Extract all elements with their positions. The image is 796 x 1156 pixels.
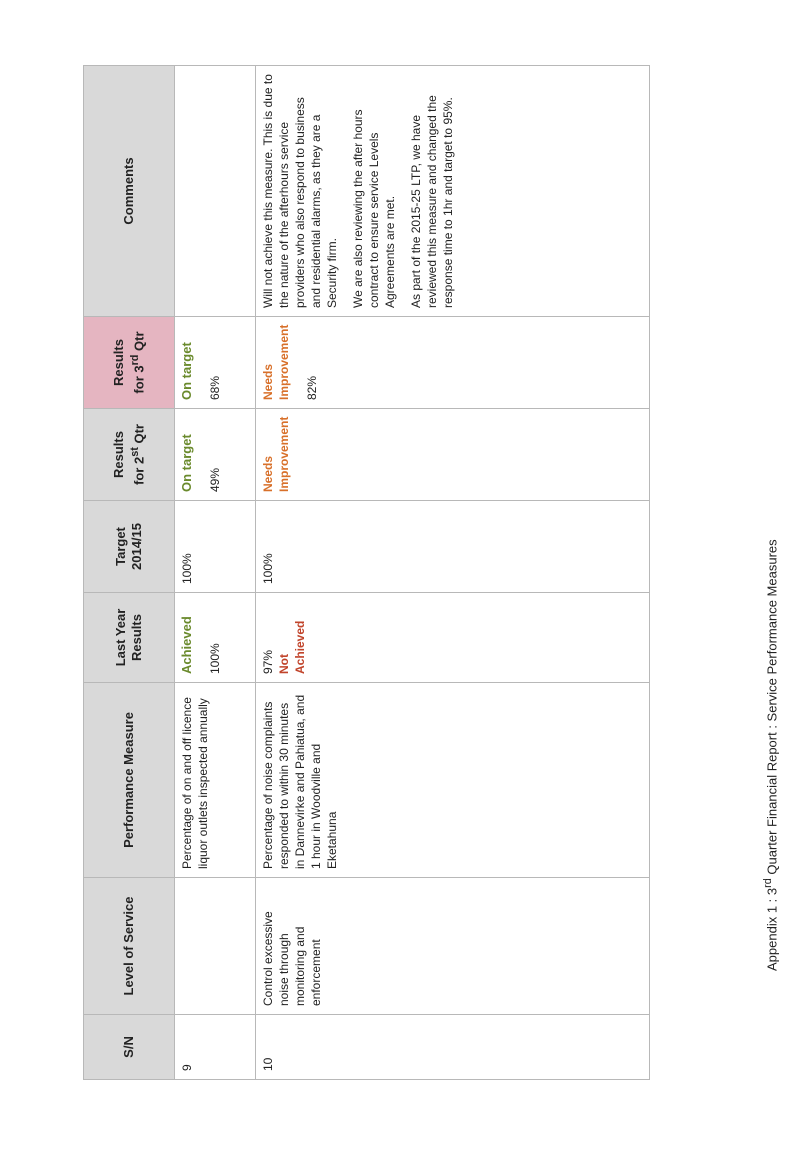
caption-prefix: Appendix 1 : 3: [764, 887, 780, 971]
row10-q2-status-1: Needs: [261, 455, 275, 492]
header-target: [84, 501, 175, 593]
row9-comments: [175, 66, 256, 317]
header-q3-sup: rd: [128, 354, 141, 366]
header-comments: Comments: [84, 66, 175, 317]
row9-measure: Percentage of on and off licence liquor outlets inspected annually: [175, 683, 256, 878]
caption-sup: rd: [762, 878, 774, 888]
header-sn: S/N: [84, 1015, 175, 1080]
header-q2-line2: for 2: [131, 456, 147, 485]
table-row-10: [256, 66, 650, 1080]
header-target-line2: 2014/15: [129, 523, 144, 570]
row10-q3-value: 82%: [305, 375, 319, 400]
caption-suffix: Quarter Financial Report : Service Performance Measures: [764, 539, 780, 879]
row10-last-year-value: 97%: [261, 649, 275, 674]
row10-comment-3: As part of the 2015-25 LTP, we have reviewed this measure and changed the response time to 1hr and target to 95%.: [409, 95, 455, 308]
page-caption: [762, 539, 779, 971]
header-last-year-results: [84, 593, 175, 683]
row10-last-year-status-1: Not: [277, 654, 291, 674]
row10-last-year: [256, 593, 650, 683]
row10-measure: Percentage of noise complaints responded to within 30 minutes in Dannevirke and Pahiatua, and 1 hour in Woodville and Eketahuna: [256, 683, 650, 878]
header-q3-line2: for 3: [131, 365, 147, 394]
header-results-q3: [84, 317, 175, 409]
row9-q2-status: On target: [179, 434, 194, 492]
header-last-year-line1: Last Year: [113, 608, 128, 667]
table-row-9: [175, 66, 256, 1080]
header-level-of-service: Level of Service: [84, 878, 175, 1015]
row9-level: [175, 878, 256, 1015]
row9-last-year: [175, 593, 256, 683]
header-q3-line3: Qtr: [131, 331, 147, 355]
row9-last-year-status: Achieved: [179, 616, 194, 674]
row10-q2-status-2: Improvement: [277, 416, 291, 492]
row9-target: 100%: [175, 501, 256, 593]
row10-q3: [256, 317, 650, 409]
service-performance-table: [83, 65, 650, 1080]
row9-last-year-value: 100%: [208, 643, 222, 674]
header-target-line1: Target: [113, 527, 128, 566]
row10-comment-1: Will not achieve this measure. This is due to the nature of the afterhours service providers who also respond to business and residential alarms, as they are a Security firm.: [261, 74, 339, 308]
header-last-year-line2: Results: [129, 614, 144, 661]
row10-target: 100%: [256, 501, 650, 593]
row10-q2: [256, 409, 650, 501]
row9-q3-value: 68%: [208, 375, 222, 400]
row10-level: Control excessive noise through monitoring and enforcement: [256, 878, 650, 1015]
row10-q3-status-1: Needs: [261, 363, 275, 400]
header-row: [84, 66, 175, 1080]
header-q2-sup: st: [128, 447, 141, 457]
row10-last-year-status-2: Achieved: [293, 620, 307, 674]
row10-sn: 10: [256, 1015, 650, 1080]
row9-sn: 9: [175, 1015, 256, 1080]
row9-q3: [175, 317, 256, 409]
row10-comment-2: We are also reviewing the after hours contract to ensure service Levels Agreements are met.: [351, 109, 397, 308]
header-results-q2: [84, 409, 175, 501]
row9-q3-status: On target: [179, 342, 194, 400]
header-q3-line1: Results: [110, 339, 126, 386]
row9-q2: [175, 409, 256, 501]
header-performance-measure: Performance Measure: [84, 683, 175, 878]
row10-q3-status-2: Improvement: [277, 324, 291, 400]
row10-comments: [256, 66, 650, 317]
row9-q2-value: 49%: [208, 467, 222, 492]
header-q2-line1: Results: [110, 431, 126, 478]
header-q2-line3: Qtr: [131, 424, 147, 448]
